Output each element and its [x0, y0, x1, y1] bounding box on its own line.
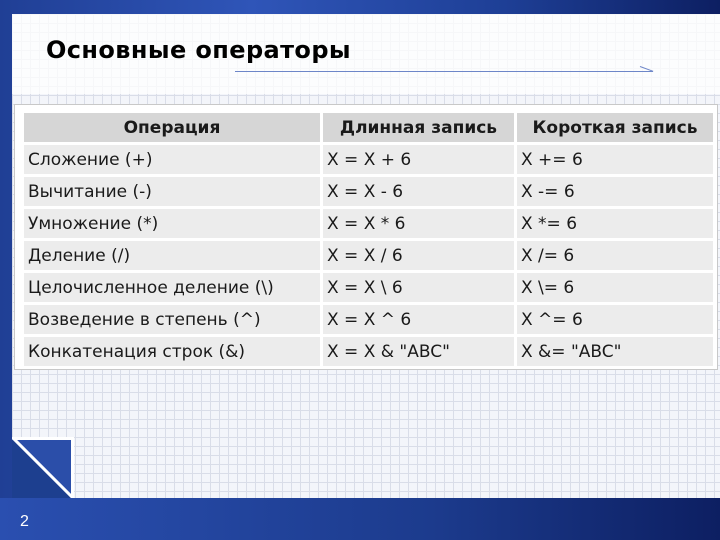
table-header-row — [24, 113, 713, 142]
cell-long-form: X = X ^ 6 — [323, 305, 514, 334]
header-short-form: Короткая запись — [517, 113, 713, 142]
cell-operation: Сложение (+) — [24, 145, 320, 174]
cell-short-form: X /= 6 — [517, 241, 713, 270]
cell-short-form: X *= 6 — [517, 209, 713, 238]
operators-table — [21, 110, 716, 369]
cell-operation: Возведение в степень (^) — [24, 305, 320, 334]
table-row — [24, 241, 713, 270]
title-underline — [235, 71, 653, 72]
cell-short-form: X \= 6 — [517, 273, 713, 302]
table-row — [24, 305, 713, 334]
cell-long-form: X = X / 6 — [323, 241, 514, 270]
corner-decoration-diagonal — [12, 437, 74, 499]
operators-table-container — [14, 104, 718, 370]
header-operation: Операция — [24, 113, 320, 142]
cell-operation: Деление (/) — [24, 241, 320, 270]
table-row — [24, 273, 713, 302]
cell-long-form: X = X + 6 — [323, 145, 514, 174]
cell-operation: Умножение (*) — [24, 209, 320, 238]
cell-short-form: X += 6 — [517, 145, 713, 174]
table-row — [24, 145, 713, 174]
cell-short-form: X -= 6 — [517, 177, 713, 206]
cell-long-form: X = X * 6 — [323, 209, 514, 238]
cell-operation: Конкатенация строк (&) — [24, 337, 320, 366]
cell-long-form: X = X & "ABC" — [323, 337, 514, 366]
cell-short-form: X &= "ABC" — [517, 337, 713, 366]
cell-operation: Вычитание (-) — [24, 177, 320, 206]
table-row — [24, 209, 713, 238]
cell-operation: Целочисленное деление (\) — [24, 273, 320, 302]
page-number: 2 — [20, 513, 29, 530]
page-title: Основные операторы — [46, 36, 352, 64]
table-row — [24, 177, 713, 206]
table-row — [24, 337, 713, 366]
cell-long-form: X = X \ 6 — [323, 273, 514, 302]
bottom-bar — [0, 498, 720, 540]
header-long-form: Длинная запись — [323, 113, 514, 142]
cell-long-form: X = X - 6 — [323, 177, 514, 206]
cell-short-form: X ^= 6 — [517, 305, 713, 334]
